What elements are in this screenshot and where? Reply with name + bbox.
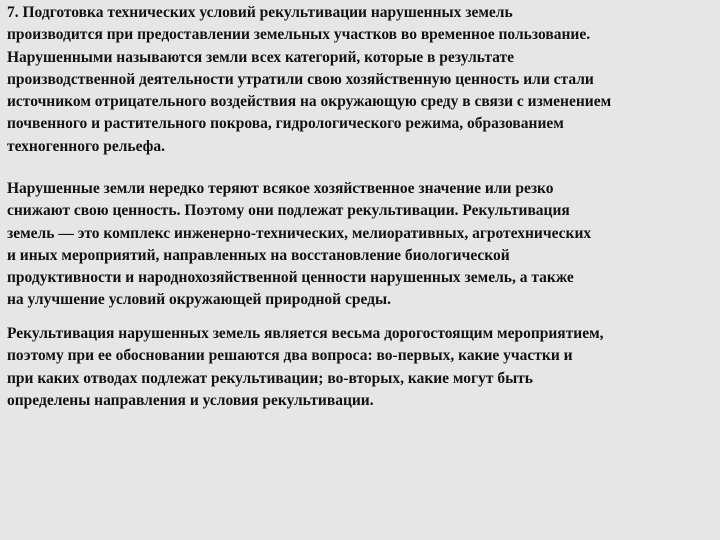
text-line: при каких отводах подлежат рекультивации; во-вторых, какие могут быть bbox=[7, 369, 533, 387]
text-line: определены направления и условия рекультивации. bbox=[7, 391, 374, 409]
text-line: Нарушенные земли нередко теряют всякое хозяйственное значение или резко bbox=[7, 180, 554, 197]
text-line: 7. Подготовка технических условий рекультивации нарушенных земель bbox=[7, 4, 513, 21]
text-line: поэтому при ее обосновании решаются два вопроса: во-первых, какие участки и bbox=[7, 347, 573, 365]
paragraph-3 bbox=[7, 323, 715, 412]
text-line: на улучшение условий окружающей природной среды. bbox=[7, 291, 391, 309]
paragraph-1 bbox=[7, 2, 715, 158]
text-line: и иных мероприятий, направленных на восстановление биологической bbox=[7, 246, 510, 264]
paragraph-2 bbox=[7, 178, 715, 312]
text-line: земель — это комплекс инженерно-технических, мелиоративных, агротехнических bbox=[7, 224, 592, 242]
text-line: источником отрицательного воздействия на окружающую среду в связи с изменением bbox=[7, 93, 612, 111]
text-line: Рекультивация нарушенных земель является весьма дорогостоящим мероприятием, bbox=[7, 325, 604, 342]
text-line: Нарушенными называются земли всех категорий, которые в результате bbox=[7, 48, 515, 66]
text-line: снижают свою ценность. Поэтому они подлежат рекультивации. Рекультивация bbox=[7, 202, 570, 220]
text-line: продуктивности и народнохозяйственной ценности нарушенных земель, а также bbox=[7, 269, 574, 287]
text-line: производственной деятельности утратили свою хозяйственную ценность или стали bbox=[7, 70, 594, 88]
text-line: почвенного и растительного покрова, гидрологического режима, образованием bbox=[7, 115, 564, 133]
text-line: техногенного рельефа. bbox=[7, 137, 166, 155]
text-line: производится при предоставлении земельных участков во временное пользование. bbox=[7, 26, 591, 44]
